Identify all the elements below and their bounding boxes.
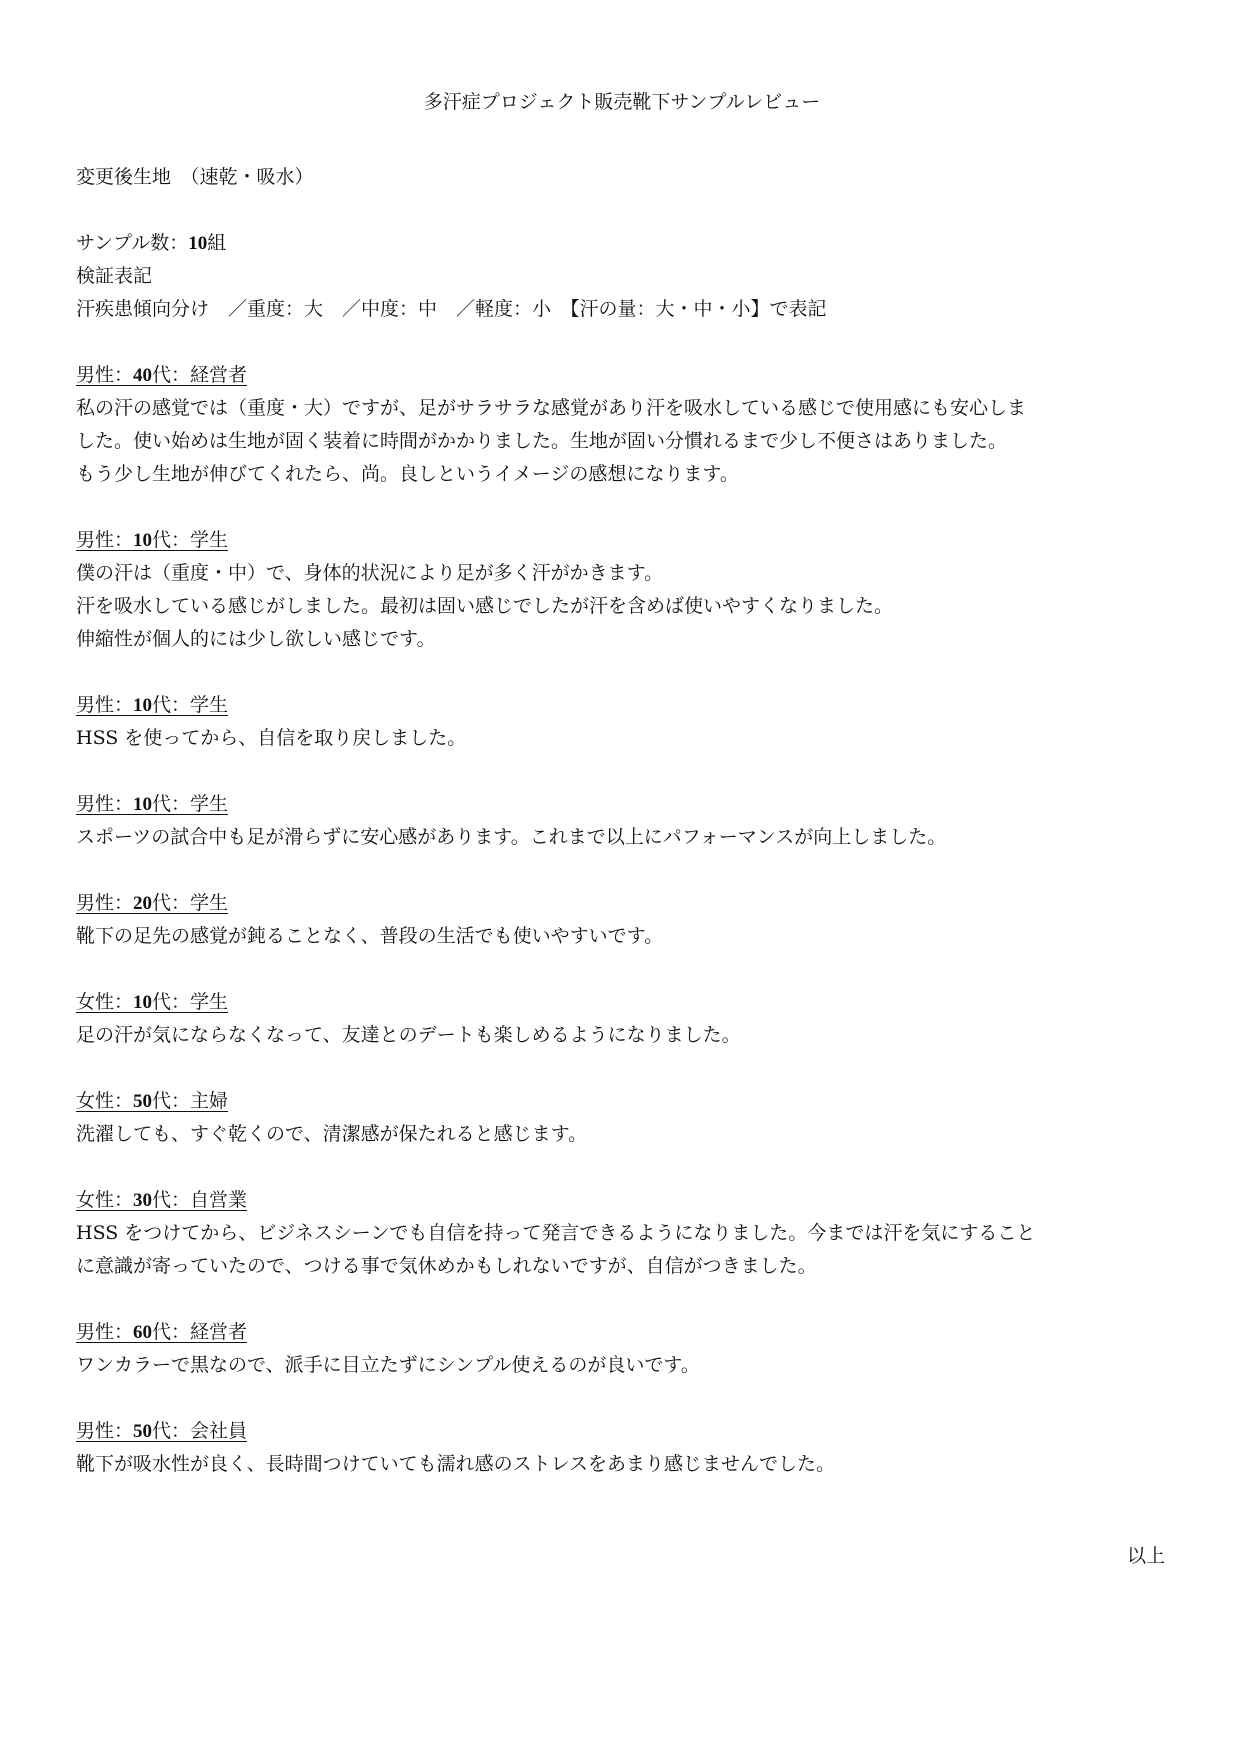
review-occupation: 代：主婦 — [152, 1090, 229, 1112]
review-occupation: 代：学生 — [152, 694, 229, 716]
review-age: 10 — [133, 992, 153, 1013]
review-gender: 男性： — [76, 892, 134, 914]
review-header — [76, 689, 1168, 722]
review-item — [76, 788, 1168, 854]
review-text-line: HSS をつけてから、ビジネスシーンでも自信を持って発言できるようになりました。今までは汗を気にすること — [76, 1222, 1036, 1244]
review-item — [76, 524, 1168, 656]
review-age: 60 — [133, 1322, 153, 1343]
verification-label: 検証表記 — [76, 265, 153, 287]
spacer — [76, 128, 1168, 161]
review-gender: 女性： — [76, 991, 134, 1013]
review-header — [76, 788, 1168, 821]
review-header — [76, 887, 1168, 920]
review-item — [76, 1415, 1168, 1481]
review-gender: 男性： — [76, 1321, 134, 1343]
review-text-line: 伸縮性が個人的には少し欲しい感じです。 — [76, 628, 436, 650]
review-occupation: 代：学生 — [152, 892, 229, 914]
review-age: 10 — [133, 695, 153, 716]
review-occupation: 代：経営者 — [152, 364, 248, 386]
review-gender: 男性： — [76, 1420, 134, 1442]
review-gender: 男性： — [76, 529, 134, 551]
review-age: 50 — [133, 1091, 153, 1112]
review-occupation: 代：学生 — [152, 793, 229, 815]
review-text-line: 靴下の足先の感覚が鈍ることなく、普段の生活でも使いやすいです。 — [76, 925, 664, 947]
review-gender: 男性： — [76, 694, 134, 716]
review-gender: 女性： — [76, 1090, 134, 1112]
review-text-line: ワンカラーで黒なので、派手に目立たずにシンプル使えるのが良いです。 — [76, 1354, 700, 1376]
review-age: 50 — [133, 1421, 153, 1442]
document-title: 多汗症プロジェクト販売靴下サンプルレビュー — [423, 91, 821, 113]
spacer — [76, 326, 1168, 359]
review-header — [76, 1316, 1168, 1349]
review-text-line: 私の汗の感覚では（重度・大）ですが、足がサラサラな感覚があり汗を吸水している感じで使用感にも安心しま — [76, 397, 1027, 419]
review-occupation: 代：経営者 — [152, 1321, 248, 1343]
review-age: 20 — [133, 893, 153, 914]
review-list — [76, 359, 1168, 1481]
review-item — [76, 1085, 1168, 1151]
review-text-line: 汗を吸水している感じがしました。最初は固い感じでしたが汗を含めば使いやすくなりました。 — [76, 595, 894, 617]
sample-count-number: 10 — [188, 233, 208, 254]
review-header — [76, 1184, 1168, 1217]
review-age: 40 — [133, 365, 153, 386]
review-gender: 男性： — [76, 364, 134, 386]
review-age: 10 — [133, 794, 153, 815]
sample-count-label: サンプル数： — [76, 232, 189, 254]
review-gender: 女性： — [76, 1189, 134, 1211]
review-text-line: HSS を使ってから、自信を取り戻しました。 — [76, 727, 467, 749]
review-age: 30 — [133, 1190, 153, 1211]
review-header — [76, 1085, 1168, 1118]
review-text-line: スポーツの試合中も足が滑らずに安心感があります。これまで以上にパフォーマンスが向上しました。 — [76, 826, 947, 848]
review-gender: 男性： — [76, 793, 134, 815]
review-text-line: した。使い始めは生地が固く装着に時間がかかりました。生地が固い分慣れるまで少し不便さはありました。 — [76, 430, 1008, 452]
closing-text: 以上 — [1126, 1545, 1165, 1567]
sample-count-unit: 組 — [207, 232, 227, 254]
document-page — [76, 86, 1168, 1514]
review-header — [76, 359, 1168, 392]
review-item — [76, 1316, 1168, 1382]
review-occupation: 代：学生 — [152, 991, 229, 1013]
review-occupation: 代：会社員 — [152, 1420, 248, 1442]
review-text-line: 足の汗が気にならなくなって、友達とのデートも楽しめるようになりました。 — [76, 1024, 741, 1046]
review-text-line: 僕の汗は（重度・中）で、身体的状況により足が多く汗がかきます。 — [76, 562, 664, 584]
fabric-line: 変更後生地 （速乾・吸水） — [76, 166, 314, 188]
review-text-line: 靴下が吸水性が良く、長時間つけていても濡れ感のストレスをあまり感じませんでした。 — [76, 1453, 836, 1475]
review-age: 10 — [133, 530, 153, 551]
review-header — [76, 986, 1168, 1019]
review-text-line: 洗濯しても、すぐ乾くので、清潔感が保たれると感じます。 — [76, 1123, 588, 1145]
spacer — [76, 194, 1168, 227]
review-item — [76, 887, 1168, 953]
review-occupation: 代：学生 — [152, 529, 229, 551]
review-header — [76, 1415, 1168, 1448]
review-item — [76, 689, 1168, 755]
review-occupation: 代：自営業 — [152, 1189, 248, 1211]
review-item — [76, 359, 1168, 491]
review-text-line: もう少し生地が伸びてくれたら、尚。良しというイメージの感想になります。 — [76, 463, 739, 485]
review-text-line: に意識が寄っていたので、つける事で気休めかもしれないですが、自信がつきました。 — [76, 1255, 817, 1277]
classification-line: 汗疾患傾向分け ／重度：大 ／中度：中 ／軽度：小 【汗の量：大・中・小】で表記 — [76, 298, 827, 320]
sample-count — [76, 227, 1168, 260]
review-item — [76, 986, 1168, 1052]
review-item — [76, 1184, 1168, 1283]
review-header — [76, 524, 1168, 557]
